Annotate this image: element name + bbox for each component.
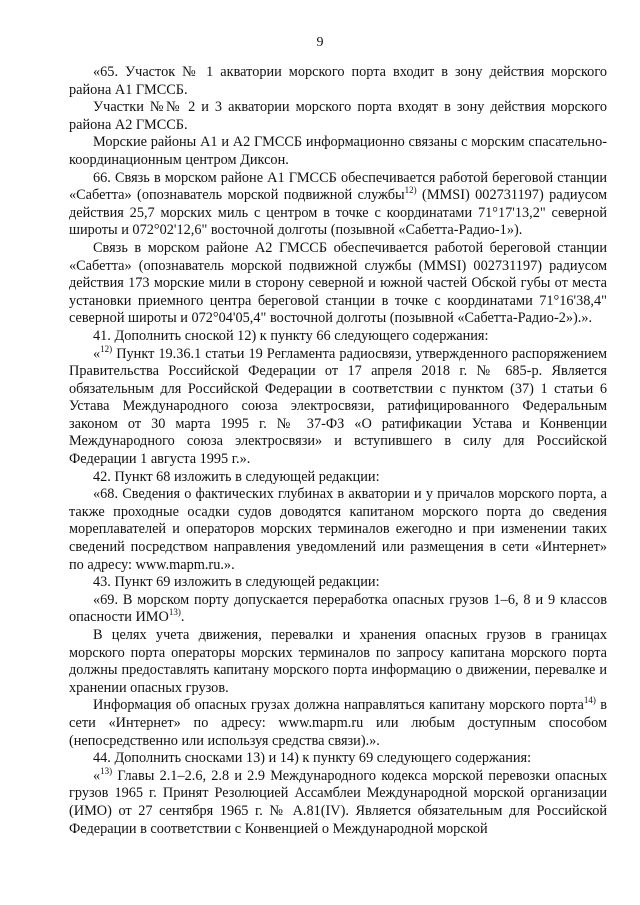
- footnote-ref: 13): [100, 765, 113, 776]
- paragraph-text: Главы 2.1–2.6, 2.8 и 2.9 Международного кодекса морской перевозки опасных грузов 1965 г. Принят Резолюцией Ассамблеи Международной морской организации (ИМО) от 27 сентября 1965 г. № А.81(IV). Является обязательным для Российской Федерации в соответствии с Конвенцией о Международной морской: [69, 767, 607, 837]
- paragraph: 42. Пункт 68 изложить в следующей редакции:: [93, 468, 380, 485]
- paragraph-text: 66. Связь в морском районе А1 ГМССБ обеспечивается работой береговой станции «Сабетта» (опознаватель морской подвижной службы: [69, 169, 607, 204]
- paragraph: [69, 170, 607, 240]
- footnote-ref: 12): [404, 185, 417, 196]
- paragraph-text: (MMSI) 002731197) радиусом действия 25,7 морских миль с центром в точке с координатами 71°17'13,2" северной широты и 072°02'12,6" восточной долготы (позывной «Сабетта-Радио-1»).: [69, 187, 607, 239]
- paragraph: [69, 697, 607, 750]
- page-number: 9: [316, 35, 324, 50]
- paragraph: Морские районы А1 и А2 ГМССБ информационно связаны с морским спасательно-координационным центром Диксон.: [69, 134, 607, 168]
- footnote-ref: 13): [168, 607, 181, 618]
- paragraph: Связь в морском районе А2 ГМССБ обеспечивается работой береговой станции «Сабетта» (опознаватель морской подвижной службы (MMSI) 002731197) радиусом действия 173 морские мили в сторону северной и южной частей Обской губы от места установки приемного центра береговой станции в точке с координатами 71°16'38,4" северной широты и 072°04'05,4" восточной долготы (позывной «Сабетта-Радио-2»).».: [69, 239, 607, 327]
- paragraph: В целях учета движения, перевалки и хранения опасных грузов в границах морского порта операторы морских терминалов по запросу капитана морского порта должны предоставлять капитану морского порта информацию о движении, перевалке и хранении опасных грузов.: [69, 627, 607, 696]
- paragraph: 41. Дополнить сноской 12) к пункту 66 следующего содержания:: [93, 327, 489, 344]
- paragraph-text: Пункт 19.36.1 статьи 19 Регламента радиосвязи, утвержденного распоряжением Правительства Российской Федерации от 17 апреля 2018 г. № 685-р. Является обязательным для Российской Федерации в соответствии с пунктом (37) 1 статьи 6 Устава Международного союза электросвязи, ратифицированного Федеральным законом от 30 марта 1995 г. № 37-ФЗ «О ратификации Устава и Конвенции Международного союза электросвязи» и вступившего в силу для Российской Федерации 1 августа 1995 г.».: [69, 345, 607, 468]
- paragraph: 43. Пункт 69 изложить в следующей редакции:: [93, 574, 380, 591]
- paragraph: Участки №№ 2 и 3 акватории морского порта входят в зону действия морского района А2 ГМССБ.: [69, 99, 607, 133]
- footnote-ref: 14): [583, 695, 596, 706]
- paragraph-text: в сети «Интернет» по адресу: www.mapm.ru или любым доступным способом (непосредственно или используя средства связи).».: [69, 697, 607, 749]
- paragraph: [69, 765, 607, 838]
- paragraph-text: «: [93, 767, 101, 784]
- paragraph: [69, 592, 607, 627]
- paragraph-text: «: [93, 345, 101, 362]
- paragraph: 44. Дополнить сносками 13) и 14) к пункту 69 следующего содержания:: [93, 750, 532, 767]
- document-body: [69, 64, 607, 838]
- paragraph-text: .: [180, 609, 185, 626]
- paragraph-text: Информация об опасных грузах должна направляться капитану морского порта: [93, 697, 584, 714]
- footnote-ref: 12): [100, 343, 113, 354]
- paragraph-text: «69. В морском порту допускается переработка опасных грузов 1–6, 8 и 9 классов опасности ИМО: [69, 591, 607, 626]
- paragraph: «65. Участок № 1 акватории морского порта входит в зону действия морского района А1 ГМССБ.: [69, 64, 607, 98]
- paragraph: «68. Сведения о фактических глубинах в акватории и у причалов морского порта, а также проходные осадки судов доводятся капитаном морского порта до сведения мореплавателей и операторов морских терминалов ежегодно и при изменении таких сведений посредством направления уведомлений или размещения в сети «Интернет» по адресу: www.mapm.ru.».: [69, 486, 607, 573]
- paragraph: [69, 343, 607, 469]
